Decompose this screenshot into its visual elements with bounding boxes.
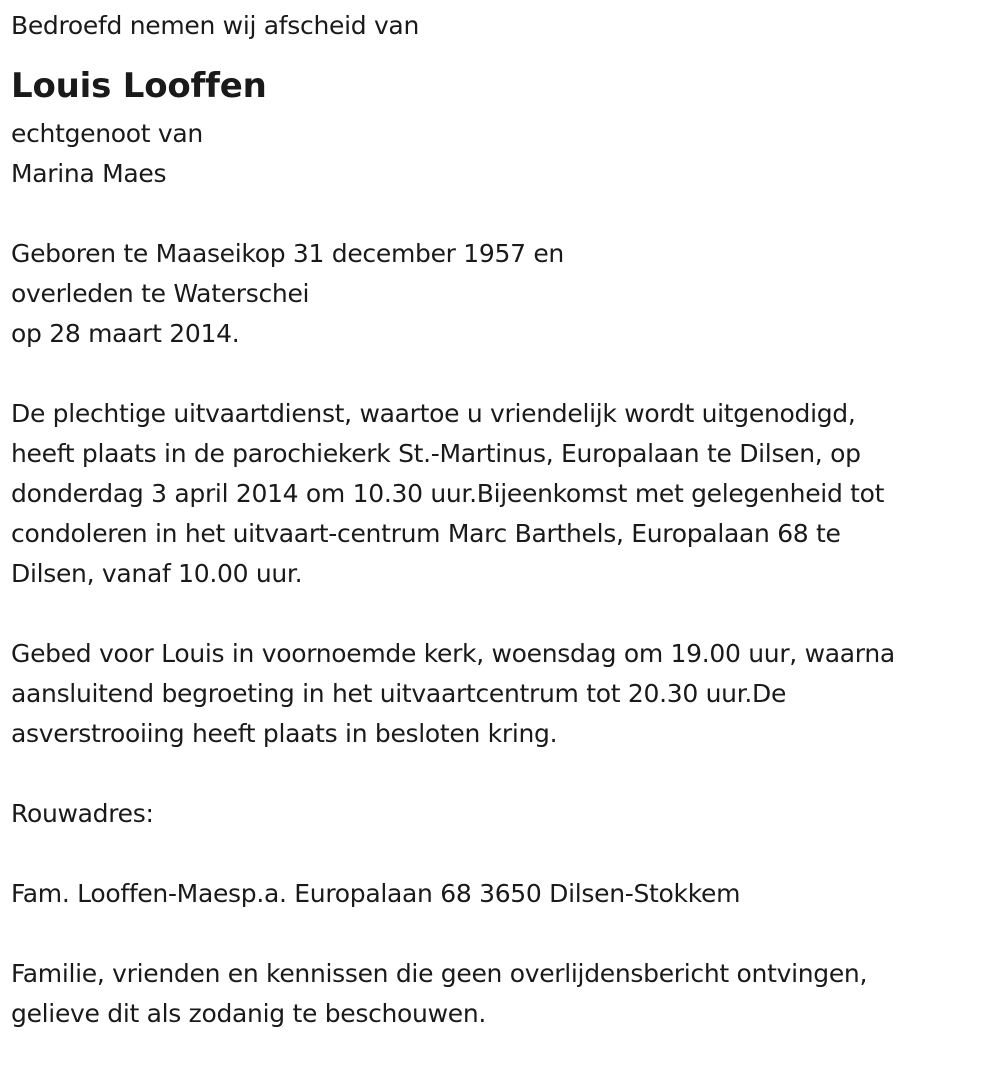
address-block [11,874,986,914]
relation-line: echtgenoot van [11,119,203,148]
intro-text: Bedroefd nemen wij afscheid van [11,11,419,40]
spouse-name: Marina Maes [11,159,167,188]
birth-line: Geboren te Maaseikop 31 december 1957 en [11,239,564,268]
deceased-name: Louis Looffen [11,66,267,106]
funeral-line: donderdag 3 april 2014 om 10.30 uur.Bijeenkomst met gelegenheid tot [11,479,885,508]
death-date-line: op 28 maart 2014. [11,319,240,348]
funeral-block [11,394,986,594]
prayer-line: asverstrooiing heeft plaats in besloten kring. [11,719,558,748]
prayer-line: aansluitend begroeting in het uitvaartcentrum tot 20.30 uur.De [11,679,787,708]
funeral-line: heeft plaats in de parochiekerk St.-Martinus, Europalaan te Dilsen, op [11,439,861,468]
address-value: Fam. Looffen-Maesp.a. Europalaan 68 3650 Dilsen-Stokkem [11,879,741,908]
closing-line: gelieve dit als zodanig te beschouwen. [11,999,487,1028]
death-place-line: overleden te Waterschei [11,279,310,308]
funeral-line: De plechtige uitvaartdienst, waartoe u vriendelijk wordt uitgenodigd, [11,399,856,428]
funeral-line: condoleren in het uitvaart-centrum Marc Barthels, Europalaan 68 te [11,519,841,548]
address-label: Rouwadres: [11,799,154,828]
closing-block [11,954,986,1034]
prayer-line: Gebed voor Louis in voornoemde kerk, woensdag om 19.00 uur, waarna [11,639,895,668]
address-label-block [11,794,986,834]
relation-block [11,114,986,194]
life-dates-block [11,234,986,354]
death-notice [11,6,986,1074]
closing-line: Familie, vrienden en kennissen die geen overlijdensbericht ontvingen, [11,959,868,988]
prayer-block [11,634,986,754]
funeral-line: Dilsen, vanaf 10.00 uur. [11,559,303,588]
